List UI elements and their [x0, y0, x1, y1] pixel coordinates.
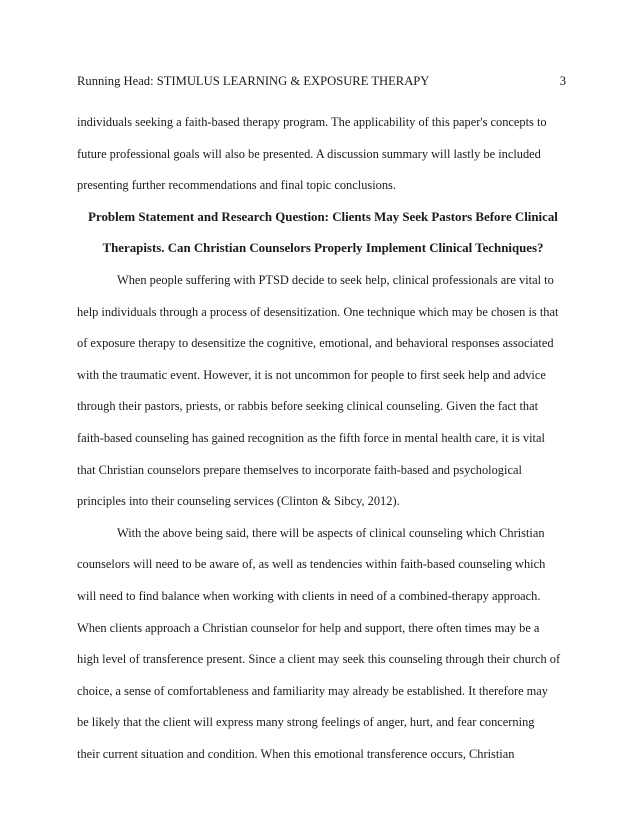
text-line: will need to find balance when working with clients in need of a combined-therapy approach.: [77, 588, 541, 603]
heading-line: Problem Statement and Research Question: Clients May Seek Pastors Before Clinical: [88, 209, 558, 224]
paragraph-ptsd: [77, 272, 569, 525]
text-line: When clients approach a Christian counselor for help and support, there often times may be a: [77, 620, 540, 635]
text-line: that Christian counselors prepare themselves to incorporate faith-based and psychological: [77, 462, 522, 477]
page-number: 3: [559, 74, 566, 88]
text-line: help individuals through a process of desensitization. One technique which may be chosen is that: [77, 304, 559, 319]
text-line: individuals seeking a faith-based therapy program. The applicability of this paper's concepts to: [77, 115, 547, 129]
text-line: presenting further recommendations and final topic conclusions.: [77, 178, 396, 193]
text-line: be likely that the client will express many strong feelings of anger, hurt, and fear concerning: [77, 715, 535, 730]
text-line: When people suffering with PTSD decide to seek help, clinical professionals are vital to: [117, 272, 554, 287]
text-line: principles into their counseling services (Clinton & Sibcy, 2012).: [77, 494, 400, 509]
text-line: through their pastors, priests, or rabbis before seeking clinical counseling. Given the fact that: [77, 399, 539, 414]
text-line: choice, a sense of comfortableness and familiarity may already be established. It therefore may: [77, 683, 548, 698]
paragraph-transference: [77, 525, 569, 778]
heading-line: Therapists. Can Christian Counselors Properly Implement Clinical Techniques?: [102, 241, 544, 256]
running-head: Running Head: STIMULUS LEARNING & EXPOSURE THERAPY: [77, 74, 430, 88]
text-line: high level of transference present. Since a client may seek this counseling through their church of: [77, 652, 561, 667]
section-heading: [77, 209, 569, 272]
text-line: their current situation and condition. When this emotional transference occurs, Christian: [77, 746, 515, 761]
text-line: faith-based counseling has gained recognition as the fifth force in mental health care, it is vital: [77, 430, 545, 445]
text-line: with the traumatic event. However, it is not uncommon for people to first seek help and advice: [77, 367, 546, 382]
text-line: With the above being said, there will be aspects of clinical counseling which Christian: [117, 525, 545, 540]
paragraph-intro-continuation: [77, 114, 569, 209]
text-line: counselors will need to be aware of, as well as tendencies within faith-based counseling which: [77, 557, 546, 572]
document-body: [77, 114, 569, 777]
text-line: of exposure therapy to desensitize the cognitive, emotional, and behavioral responses associated: [77, 336, 554, 351]
text-line: future professional goals will also be presented. A discussion summary will lastly be included: [77, 146, 541, 161]
